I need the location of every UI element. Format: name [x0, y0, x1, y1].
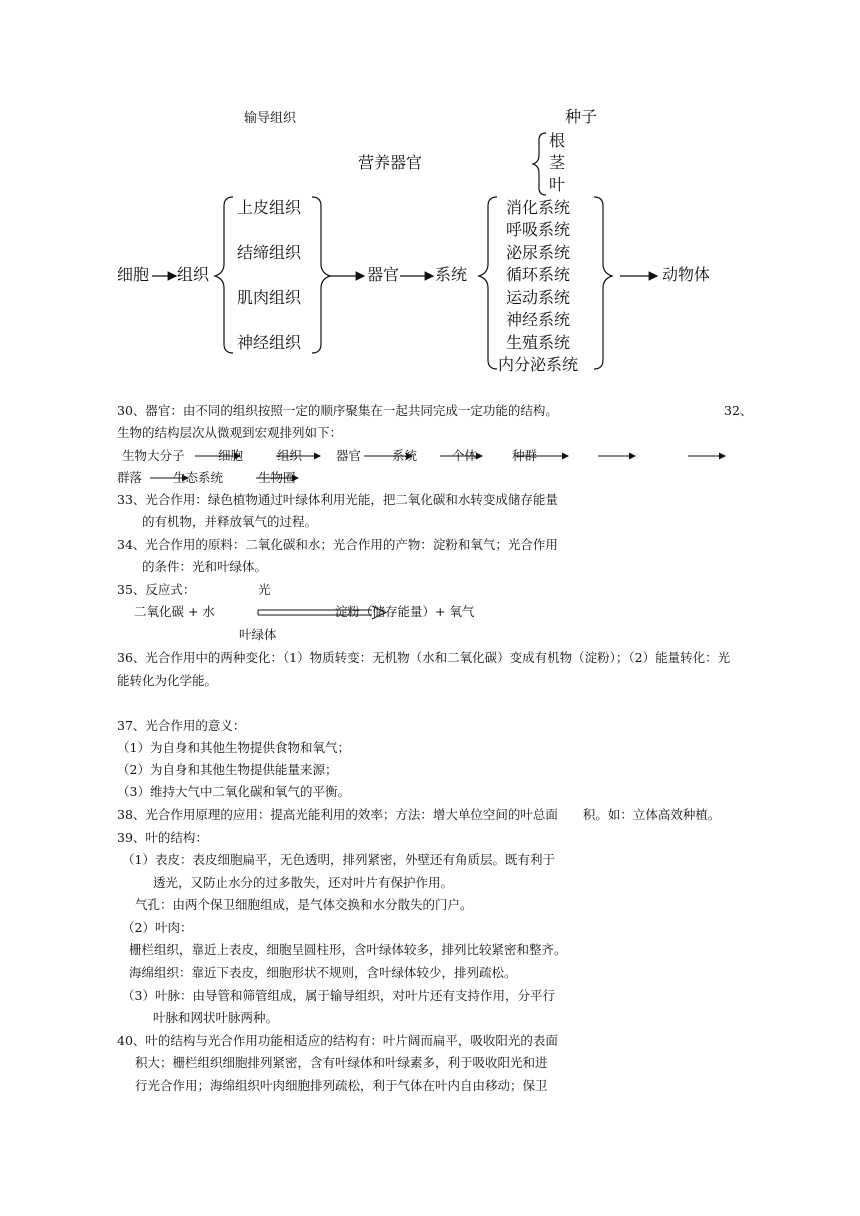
paragraph-32-number: 32、 [724, 403, 753, 418]
system-item: 泌尿系统 [506, 243, 571, 262]
paragraph-40-cont: 行光合作用；海绵组织叶肉细胞排列疏松，利于气体在叶内自由移动；保卫 [135, 1078, 548, 1093]
system-item: 内分泌系统 [498, 355, 579, 374]
tissue-item: 上皮组织 [237, 198, 302, 217]
paragraph-35: 35、反应式： [117, 582, 196, 597]
system-label: 系统 [435, 265, 468, 284]
chain-item: 个体 [452, 448, 478, 463]
organ-root: 根 [549, 131, 566, 150]
vegetative-organs-label: 营养器官 [358, 153, 423, 172]
system-item: 消化系统 [506, 198, 571, 217]
chain-item: 生态系统 [173, 470, 224, 485]
paragraph-36: 36、光合作用中的两种变化：（1）物质转变：无机物（水和二氧化碳）变成有机物（淀粉）；（2）能量转化：光 [117, 650, 731, 665]
reaction-light: 光 [258, 582, 271, 597]
paragraph-30: 30、器官：由不同的组织按照一定的顺序聚集在一起共同完成一定功能的结构。 [117, 403, 558, 418]
paragraph-39-palisade: 栅栏组织，靠近上表皮，细胞呈圆柱形，含叶绿体较多，排列比较紧密和整齐。 [129, 942, 567, 957]
system-item: 神经系统 [506, 310, 571, 329]
paragraph-32: 生物的结构层次从微观到宏观排列如下： [117, 425, 343, 440]
paragraph-40: 40、叶的结构与光合作用功能相适应的结构有：叶片阔而扁平，吸收阳光的表面 [117, 1033, 558, 1048]
chain-item: 群落 [117, 470, 143, 485]
paragraph-34-cont: 的条件：光和叶绿体。 [142, 559, 268, 574]
chain-item: 细胞 [218, 448, 244, 463]
paragraph-39-item: （3）叶脉：由导管和筛管组成，属于输导组织，对叶片还有支持作用，分平行 [122, 988, 555, 1003]
paragraph-39-stoma: 气孔：由两个保卫细胞组成，是气体交换和水分散失的门户。 [135, 897, 473, 912]
chain-item: 生物大分子 [122, 448, 185, 463]
seed-label: 种子 [565, 107, 598, 126]
paragraph-39-item-cont: 叶脉和网状叶脉两种。 [153, 1010, 279, 1025]
paragraph-33-cont: 的有机物，并释放氧气的过程。 [142, 514, 318, 529]
paragraph-37-item: （1）为自身和其他生物提供食物和氧气； [117, 740, 350, 755]
reaction-chloroplast: 叶绿体 [239, 627, 277, 642]
chain-item: 系统 [392, 448, 418, 463]
paragraph-39-item: （2）叶肉： [122, 920, 193, 935]
tissue-item: 结缔组织 [237, 243, 302, 262]
paragraph-40-cont: 积大；栅栏组织细胞排列紧密，含有叶绿体和叶绿素多，利于吸收阳光和进 [135, 1055, 548, 1070]
paragraph-37-item: （3）维持大气中二氧化碳和氧气的平衡。 [117, 784, 350, 799]
chain-item: 生物圈 [258, 470, 296, 485]
organ-label: 器官 [367, 265, 400, 284]
system-item: 循环系统 [506, 265, 571, 284]
paragraph-36-cont: 能转化为化学能。 [117, 673, 218, 688]
reaction-reactants: 二氧化碳 + 水 [134, 604, 215, 619]
paragraph-39-spongy: 海绵组织：靠近下表皮，细胞形状不规则，含叶绿体较少，排列疏松。 [129, 965, 517, 980]
conducting-tissue-label: 输导组织 [244, 111, 297, 126]
paragraph-33: 33、光合作用：绿色植物通过叶绿体利用光能，把二氧化碳和水转变成储存能量 [117, 492, 558, 507]
paragraph-34: 34、光合作用的原料：二氧化碳和水；光合作用的产物：淀粉和氧气；光合作用 [117, 537, 558, 552]
tissue-item: 神经组织 [237, 333, 302, 352]
organ-leaf: 叶 [549, 175, 566, 194]
system-item: 呼吸系统 [506, 220, 571, 239]
organ-stem: 茎 [549, 153, 566, 172]
tissue-label: 组织 [177, 265, 210, 284]
system-item: 运动系统 [506, 288, 571, 307]
paragraph-38: 38、光合作用原理的应用：提高光能利用的效率；方法：增大单位空间的叶总面 积。如：立体高效种植。 [117, 807, 721, 822]
paragraph-37-item: （2）为自身和其他生物提供能量来源； [117, 762, 338, 777]
system-item: 生殖系统 [506, 333, 571, 352]
chain-item: 组织 [277, 448, 303, 463]
paragraph-39: 39、叶的结构： [117, 830, 208, 845]
chain-item: 器官 [336, 448, 362, 463]
reaction-products: 淀粉（储存能量）+ 氧气 [335, 604, 475, 619]
tissue-item: 肌肉组织 [237, 288, 302, 307]
animal-label: 动物体 [662, 265, 711, 284]
paragraph-39-item-cont: 透光，又防止水分的过多散失，还对叶片有保护作用。 [153, 875, 454, 890]
cell-label: 细胞 [117, 265, 150, 284]
chain-item: 种群 [512, 448, 538, 463]
paragraph-37: 37、光合作用的意义： [117, 718, 246, 733]
paragraph-39-item: （1）表皮：表皮细胞扁平，无色透明，排列紧密，外壁还有角质层。既有利于 [122, 852, 555, 867]
